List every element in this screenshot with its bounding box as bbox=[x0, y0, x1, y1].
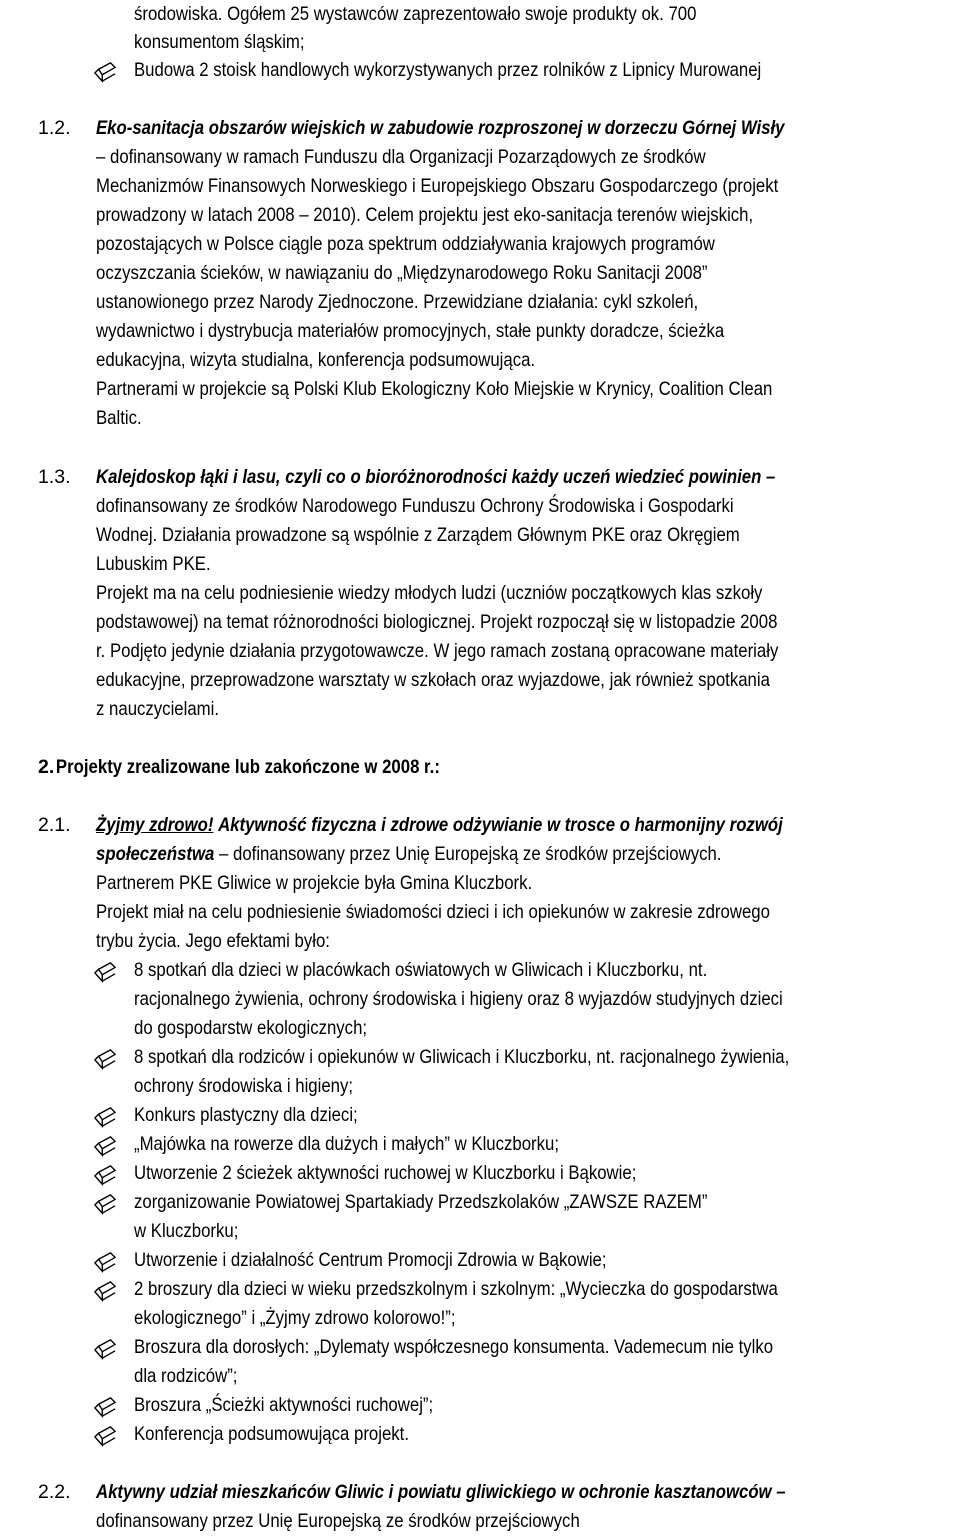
section-number: 2.1. bbox=[38, 814, 71, 836]
bullet-text: w Kluczborku; bbox=[134, 1220, 239, 1242]
bullet-text: „Majówka na rowerze dla dużych i małych” w Kluczborku; bbox=[134, 1133, 560, 1155]
bullet-text: 8 spotkań dla rodziców i opiekunów w Gliwicach i Kluczborku, nt. racjonalnego żywienia, bbox=[134, 1046, 790, 1068]
check-pencil-icon bbox=[94, 1251, 116, 1273]
check-pencil-icon bbox=[94, 1135, 116, 1157]
text-line: prowadzony w latach 2008 – 2010). Celem projektu jest eko-sanitacja terenów wiejskich, bbox=[96, 204, 754, 226]
text-line: ustanowionego przez Narody Zjednoczone. Przewidziane działania: cykl szkoleń, bbox=[96, 291, 699, 313]
bullet-text: Utworzenie i działalność Centrum Promocji Zdrowia w Bąkowie; bbox=[134, 1249, 607, 1271]
text-line bbox=[96, 840, 721, 869]
check-pencil-icon bbox=[94, 1338, 116, 1360]
text-line: Baltic. bbox=[96, 407, 142, 429]
text-line: dofinansowany przez Unię Europejską ze środków przejściowych bbox=[96, 1510, 580, 1532]
text-line: z nauczycielami. bbox=[96, 698, 220, 720]
section-heading-label: Projekty zrealizowane lub zakończone w 2008 r.: bbox=[55, 756, 440, 778]
section-number: 1.3. bbox=[38, 466, 71, 488]
check-pencil-icon bbox=[94, 1048, 116, 1070]
bullet-text: 2 broszury dla dzieci w wieku przedszkolnym i szkolnym: „Wycieczka do gospodarstwa bbox=[134, 1278, 778, 1300]
check-pencil-icon bbox=[94, 1425, 116, 1447]
title-cont: społeczeństwa bbox=[96, 843, 215, 865]
text-line: edukacyjne, przeprowadzone warsztaty w szkołach oraz wyjazdowe, jak również spotkania bbox=[96, 669, 770, 691]
text-line: Mechanizmów Finansowych Norweskiego i Europejskiego Obszaru Gospodarczego (projekt bbox=[96, 175, 779, 197]
text-line: Projekt miał na celu podniesienie świadomości dzieci i ich opiekunów w zakresie zdrowego bbox=[96, 901, 770, 923]
bullet-text: racjonalnego żywienia, ochrony środowiska i higieny oraz 8 wyjazdów studyjnych dzieci bbox=[134, 988, 783, 1010]
bullet-text: 8 spotkań dla dzieci w placówkach oświatowych w Gliwicach i Kluczborku, nt. bbox=[134, 959, 708, 981]
bullet-text: Konferencja podsumowująca projekt. bbox=[134, 1423, 410, 1445]
section-number: 2. bbox=[38, 756, 55, 778]
text-line: r. Podjęto jedynie działania przygotowawcze. W jego ramach zostaną opracowane materiały bbox=[96, 640, 779, 662]
text-line: konsumentom śląskim; bbox=[134, 31, 305, 53]
text-line: Partnerami w projekcie są Polski Klub Ekologiczny Koło Miejskie w Krynicy, Coalition Clean bbox=[96, 378, 773, 400]
text-line: edukacyjna, wizyta studialna, konferencja podsumowująca. bbox=[96, 349, 536, 371]
title-rest: Aktywność fizyczna i zdrowe odżywianie w trosce o harmonijny rozwój bbox=[218, 814, 783, 836]
section-title: Aktywny udział mieszkańców Gliwic i powiatu gliwickiego w ochronie kasztanowców – bbox=[96, 1481, 786, 1503]
bullet-text: ochrony środowiska i higieny; bbox=[134, 1075, 354, 1097]
title-underlined: Żyjmy zdrowo! bbox=[96, 814, 214, 836]
bullet-text: Konkurs plastyczny dla dzieci; bbox=[134, 1104, 358, 1126]
section-number: 2.2. bbox=[38, 1481, 71, 1503]
text-line: Projekt ma na celu podniesienie wiedzy młodych ludzi (uczniów początkowych klas szkoły bbox=[96, 582, 763, 604]
check-pencil-icon bbox=[94, 1193, 116, 1215]
section-heading-text bbox=[37, 753, 440, 782]
text-line: podstawowej) na temat różnorodności biologicznej. Projekt rozpoczął się w listopadzie 2008 bbox=[96, 611, 778, 633]
bullet-text: zorganizowanie Powiatowej Spartakiady Przedszkolaków „ZAWSZE RAZEM” bbox=[134, 1191, 708, 1213]
text-line: – dofinansowany w ramach Funduszu dla Organizacji Pozarządowych ze środków bbox=[96, 146, 706, 168]
text-line: środowiska. Ogółem 25 wystawców zaprezentowało swoje produkty ok. 700 bbox=[134, 3, 697, 25]
check-pencil-icon bbox=[94, 1396, 116, 1418]
check-pencil-icon bbox=[94, 1164, 116, 1186]
bullet-text: Budowa 2 stoisk handlowych wykorzystywanych przez rolników z Lipnicy Murowanej bbox=[134, 59, 762, 81]
text-line: oczyszczania ścieków, w nawiązaniu do „Międzynarodowego Roku Sanitacji 2008” bbox=[96, 262, 708, 284]
bullet-text: do gospodarstw ekologicznych; bbox=[134, 1017, 368, 1039]
text-line: Lubuskim PKE. bbox=[96, 553, 211, 575]
section-title bbox=[96, 811, 783, 840]
bullet-text: Utworzenie 2 ścieżek aktywności ruchowej w Kluczborku i Bąkowie; bbox=[134, 1162, 637, 1184]
text-line: pozostających w Polsce ciągle poza spektrum oddziaływania krajowych programów bbox=[96, 233, 715, 255]
bullet-text: Broszura dla dorosłych: „Dylematy współczesnego konsumenta. Vademecum nie tylko bbox=[134, 1336, 774, 1358]
bullet-text: ekologicznego” i „Żyjmy zdrowo kolorowo!”; bbox=[134, 1307, 456, 1329]
section-title: Eko-sanitacja obszarów wiejskich w zabudowie rozproszonej w dorzeczu Górnej Wisły bbox=[96, 117, 785, 139]
text-line: wydawnictwo i dystrybucja materiałów promocyjnych, stałe punkty doradcze, ścieżka bbox=[96, 320, 725, 342]
section-title: Kalejdoskop łąki i lasu, czyli co o bioróżnorodności każdy uczeń wiedzieć powinien – bbox=[96, 466, 776, 488]
check-pencil-icon bbox=[94, 1106, 116, 1128]
check-pencil-icon bbox=[94, 61, 116, 83]
text-line: Wodnej. Działania prowadzone są wspólnie z Zarządem Głównym PKE oraz Okręgiem bbox=[96, 524, 740, 546]
text-line: dofinansowany ze środków Narodowego Funduszu Ochrony Środowiska i Gospodarki bbox=[96, 495, 734, 517]
check-pencil-icon bbox=[94, 1280, 116, 1302]
text-line: trybu życia. Jego efektami było: bbox=[96, 930, 330, 952]
check-pencil-icon bbox=[94, 961, 116, 983]
text-cont: – dofinansowany przez Unię Europejską ze środków przejściowych. bbox=[219, 843, 722, 865]
text-line: Partnerem PKE Gliwice w projekcie była Gmina Kluczbork. bbox=[96, 872, 533, 894]
bullet-text: dla rodziców”; bbox=[134, 1365, 238, 1387]
bullet-text: Broszura „Ścieżki aktywności ruchowej”; bbox=[134, 1394, 434, 1416]
section-number: 1.2. bbox=[38, 117, 71, 139]
